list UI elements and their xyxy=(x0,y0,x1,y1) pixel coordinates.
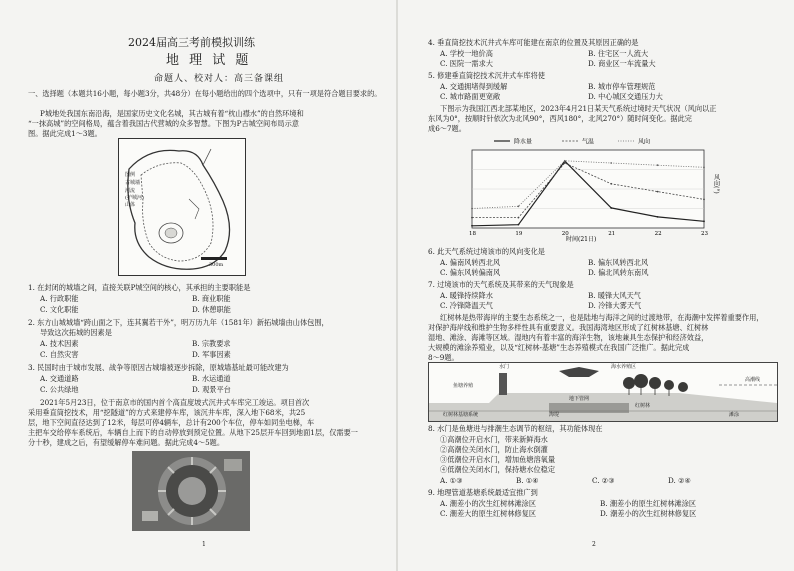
chart-point xyxy=(703,166,705,168)
chart-point xyxy=(564,162,566,164)
passage-8-line-1: 红树林是热带海岸的主要生态系统之一，也是陆地与海洋之间的过渡地带，在海潮中发挥着重要作用， xyxy=(440,313,764,322)
question-8: 8. 水门是鱼塘进与排潮生态调节的枢纽，其功能体现在 xyxy=(428,424,603,433)
intro-line-3: 图。据此完成1～3题。 xyxy=(28,129,102,138)
q7-option-b: B. 暖锋大风天气 xyxy=(588,291,641,300)
q6-option-b: B. 偏东风转西北风 xyxy=(588,258,649,267)
intro-line-1: P城地处我国东南沿海，是国家历史文化名城，其古城有着“枕山襟水”的自然环境和 xyxy=(40,109,304,118)
chart-x-tick: 22 xyxy=(654,231,662,237)
chart-x-tick: 19 xyxy=(515,231,523,237)
label-pond-system: 红树林基塘系统 xyxy=(443,412,479,418)
chart-point xyxy=(610,162,612,164)
question-2-line-2: 导致这次拓城的因素是 xyxy=(40,328,112,337)
q4-option-b: B. 住宅区一人流大 xyxy=(588,49,649,58)
label-tidal-flat: 滩涂 xyxy=(729,412,740,418)
q5-option-d: D. 中心城区交通压力大 xyxy=(588,92,663,101)
q2-option-c: C. 自然灾害 xyxy=(40,350,79,359)
chart-point xyxy=(471,217,473,219)
q3-option-d: D. 观景平台 xyxy=(192,385,231,394)
map-legend-title: 图例 xyxy=(125,172,136,178)
passage-8-line-2: 对保护海岸线和维护生物多样性具有重要意义。我国海湾地区形成了红树林基塘、红树林 xyxy=(428,323,709,332)
chart-point xyxy=(703,199,705,201)
map-legend-river: 河流 xyxy=(125,188,136,194)
chart-point xyxy=(703,220,705,222)
passage-6-line-3: 成6～7题。 xyxy=(428,124,466,133)
q8-option-c: C. ②③ xyxy=(592,476,615,485)
mangrove-diagram xyxy=(428,362,778,422)
chart-point xyxy=(471,225,473,227)
label-sea-farm: 海水养殖区 xyxy=(611,364,637,370)
label-underground-pipes: 地下管网 xyxy=(569,396,590,402)
label-mangrove: 红树林 xyxy=(635,403,651,409)
chart-point xyxy=(610,207,612,209)
q5-option-b: B. 城市停车管理规范 xyxy=(588,82,656,91)
city-layout-svg xyxy=(119,139,245,275)
q1-option-c: C. 文化职能 xyxy=(40,305,79,314)
chart-x-label: 时间(21日) xyxy=(566,236,597,243)
label-fish-pond: 鱼塘养殖 xyxy=(453,383,474,389)
q4-option-a: A. 学校一地价高 xyxy=(440,49,493,58)
passage-2-line-5: 分十秒，建成之后，有望缓解停车难问题。据此完成4～5题。 xyxy=(28,438,225,447)
chart-point xyxy=(657,164,659,166)
q8-item-3: ③低潮位开启水门，增加鱼塘溶氧量 xyxy=(440,455,556,464)
legend-temp: 气温 xyxy=(582,138,595,146)
passage-2-line-3: 层，地下空间直径达到了12米，每层可停4辆车，总计有200个车位，停车如同坐电梯，车 xyxy=(28,418,315,427)
map-scale: 300m xyxy=(209,262,224,268)
q3-option-b: B. 水运通道 xyxy=(192,374,231,383)
q3-option-a: A. 交通道路 xyxy=(40,374,79,383)
chart-point xyxy=(518,217,520,219)
page-two xyxy=(404,0,789,571)
question-1: 1. 在封闭的城墙之间，直接关联P城空间的核心，其承担的主要职能是 xyxy=(28,283,251,292)
q9-option-b: B. 潮差小的原生红树林滩涂区 xyxy=(600,499,697,508)
chart-x-tick: 20 xyxy=(561,231,569,237)
q4-option-d: D. 商业区一车流量大 xyxy=(588,59,656,68)
passage-8-line-4: 大规模的滩涂养殖业，以及“红树林-基塘”生态养殖模式在我国广泛推广。据此完成 xyxy=(428,343,690,352)
q4-option-c: C. 医院一需求大 xyxy=(440,59,493,68)
question-4: 4. 垂直筒挖技术沉井式车库可能建在南京的位置及其原因正确的是 xyxy=(428,38,639,47)
passage-6-line-1: 下图示为我国江西北部某地区，2023年4月21日某天气系统过境时天气状况（风向以正 xyxy=(440,104,717,113)
q9-option-a: A. 潮差小的次生红树林滩涂区 xyxy=(440,499,537,508)
label-water-gate: 水门 xyxy=(499,364,510,370)
exam-subject: 地 理 试 题 xyxy=(166,53,252,68)
q7-option-c: C. 冷锋降温天气 xyxy=(440,301,493,310)
legend-precip: 降水量 xyxy=(514,138,533,146)
q8-option-b: B. ①④ xyxy=(516,476,539,485)
question-5: 5. 修建垂直筒挖技术沉井式车库将使 xyxy=(428,71,545,80)
question-9: 9. 地理管道基塘系统最适宜推广到 xyxy=(428,488,538,497)
garage-photo xyxy=(132,451,250,531)
intro-line-2: “一抹高城”的空间格局，蕴含着我国古代营城的众多智慧。下图为P古城空间布局示意 xyxy=(28,119,299,128)
garage-photo-svg xyxy=(132,451,250,531)
q5-option-a: A. 交通拥堵得到缓解 xyxy=(440,82,508,91)
q7-option-a: A. 暖锋持续降水 xyxy=(440,291,493,300)
exam-title: 2024届高三考前模拟训练 xyxy=(128,36,255,49)
map-legend-wall: 古城墙 xyxy=(125,180,141,186)
q1-option-b: B. 商业职能 xyxy=(192,294,231,303)
page-number-2: 2 xyxy=(592,541,596,548)
q8-option-d: D. ②④ xyxy=(668,476,691,485)
q1-option-d: D. 休憩职能 xyxy=(192,305,231,314)
proposer-line: 命题人、校对人：高三备课组 xyxy=(154,74,285,84)
q6-option-a: A. 偏南风转西北风 xyxy=(440,258,501,267)
label-sea-wall: 海堤 xyxy=(549,412,560,418)
passage-2-line-2: 采用垂直筒挖技术，用“挖隧道”的方式来建停车库，该沉井车库，深入地下68米，共25 xyxy=(28,408,306,417)
chart-point xyxy=(518,224,520,226)
chart-point xyxy=(564,160,566,162)
chart-point xyxy=(471,208,473,210)
q1-option-a: A. 行政职能 xyxy=(40,294,79,303)
chart-x-tick: 18 xyxy=(469,231,476,237)
q8-item-1: ①高潮位开启水门，带来新鲜海水 xyxy=(440,435,548,444)
page-one xyxy=(6,0,391,571)
legend-wind: 风向 xyxy=(638,138,651,146)
passage-6-line-2: 东风为0°，按顺时针依次为北风90°，西风180°，北风270°）随时间变化。据此完 xyxy=(428,114,692,123)
question-3: 3. 民国时由于城市发展、战争等原因古城墙被逐步拆除，原城墙基址最可能改建为 xyxy=(28,363,289,372)
q3-option-c: C. 公共绿地 xyxy=(40,385,79,394)
q9-option-d: D. 潮差小的次生红树林修复区 xyxy=(600,509,697,518)
chart-point xyxy=(657,216,659,218)
q8-item-4: ④低潮位关闭水门，保持塘水位稳定 xyxy=(440,465,556,474)
question-6: 6. 此天气系统过境该市的风向变化是 xyxy=(428,247,545,256)
q8-option-a: A. ①③ xyxy=(440,476,463,485)
ancient-city-map xyxy=(118,138,246,276)
q9-option-c: C. 潮差大的原生红树林修复区 xyxy=(440,509,537,518)
chart-point xyxy=(657,191,659,193)
chart-point xyxy=(518,205,520,207)
weather-chart xyxy=(454,134,722,244)
passage-2-line-1: 2021年5月23日，位于南京市的国内首个高直度坡式沉井式车库完工竣运。项目首次 xyxy=(40,398,310,407)
passage-8-line-5: 8～9题。 xyxy=(428,353,459,362)
map-legend-moat: (护城河) xyxy=(125,195,144,201)
label-high-tide: 高潮线 xyxy=(745,377,761,383)
chart-x-tick: 21 xyxy=(608,231,616,237)
mangrove-diagram-svg xyxy=(429,363,777,421)
map-legend-mountain: 山体 xyxy=(125,202,136,208)
q7-option-d: D. 冷锋大雾天气 xyxy=(588,301,642,310)
question-7: 7. 过境该市的天气系统及其带来的天气现象是 xyxy=(428,280,574,289)
q2-option-a: A. 技术因素 xyxy=(40,339,79,348)
passage-2-line-4: 主把车交给停车系统后，车辆自上而下的自动停放到预定位置。从地下25层开车回到地面1层，仅需要一 xyxy=(28,428,358,437)
q8-item-2: ②高潮位关闭水门，防止海水倒灌 xyxy=(440,445,548,454)
chart-y-label-right: 风向(°) xyxy=(712,174,720,194)
page-gutter xyxy=(396,0,398,571)
page-number-1: 1 xyxy=(202,541,206,548)
chart-point xyxy=(610,183,612,185)
q2-option-d: D. 军事因素 xyxy=(192,350,231,359)
q2-option-b: B. 宗教要求 xyxy=(192,339,231,348)
q6-option-c: C. 偏东风转偏南风 xyxy=(440,268,501,277)
chart-x-tick: 23 xyxy=(701,231,708,237)
question-2-line-1: 2. 东方山城城墙“跨山面之下，连其翼若干外”，明万历九年（1581年）新拓城墙由山体包围， xyxy=(28,318,329,327)
q6-option-d: D. 偏北风转东南风 xyxy=(588,268,649,277)
passage-8-line-3: 湿地、滩涂、海滩等区域。湿地内有着丰富的海洋生物，该地兼具生态保护和经济效益， xyxy=(428,333,709,342)
section-instructions: 一、选择题（本题共16小题，每小题3分，共48分）在每小题给出的四个选项中，只有一项是符合题目要求的。 xyxy=(28,89,382,98)
q5-option-c: C. 城市路面更宽敞 xyxy=(440,92,501,101)
